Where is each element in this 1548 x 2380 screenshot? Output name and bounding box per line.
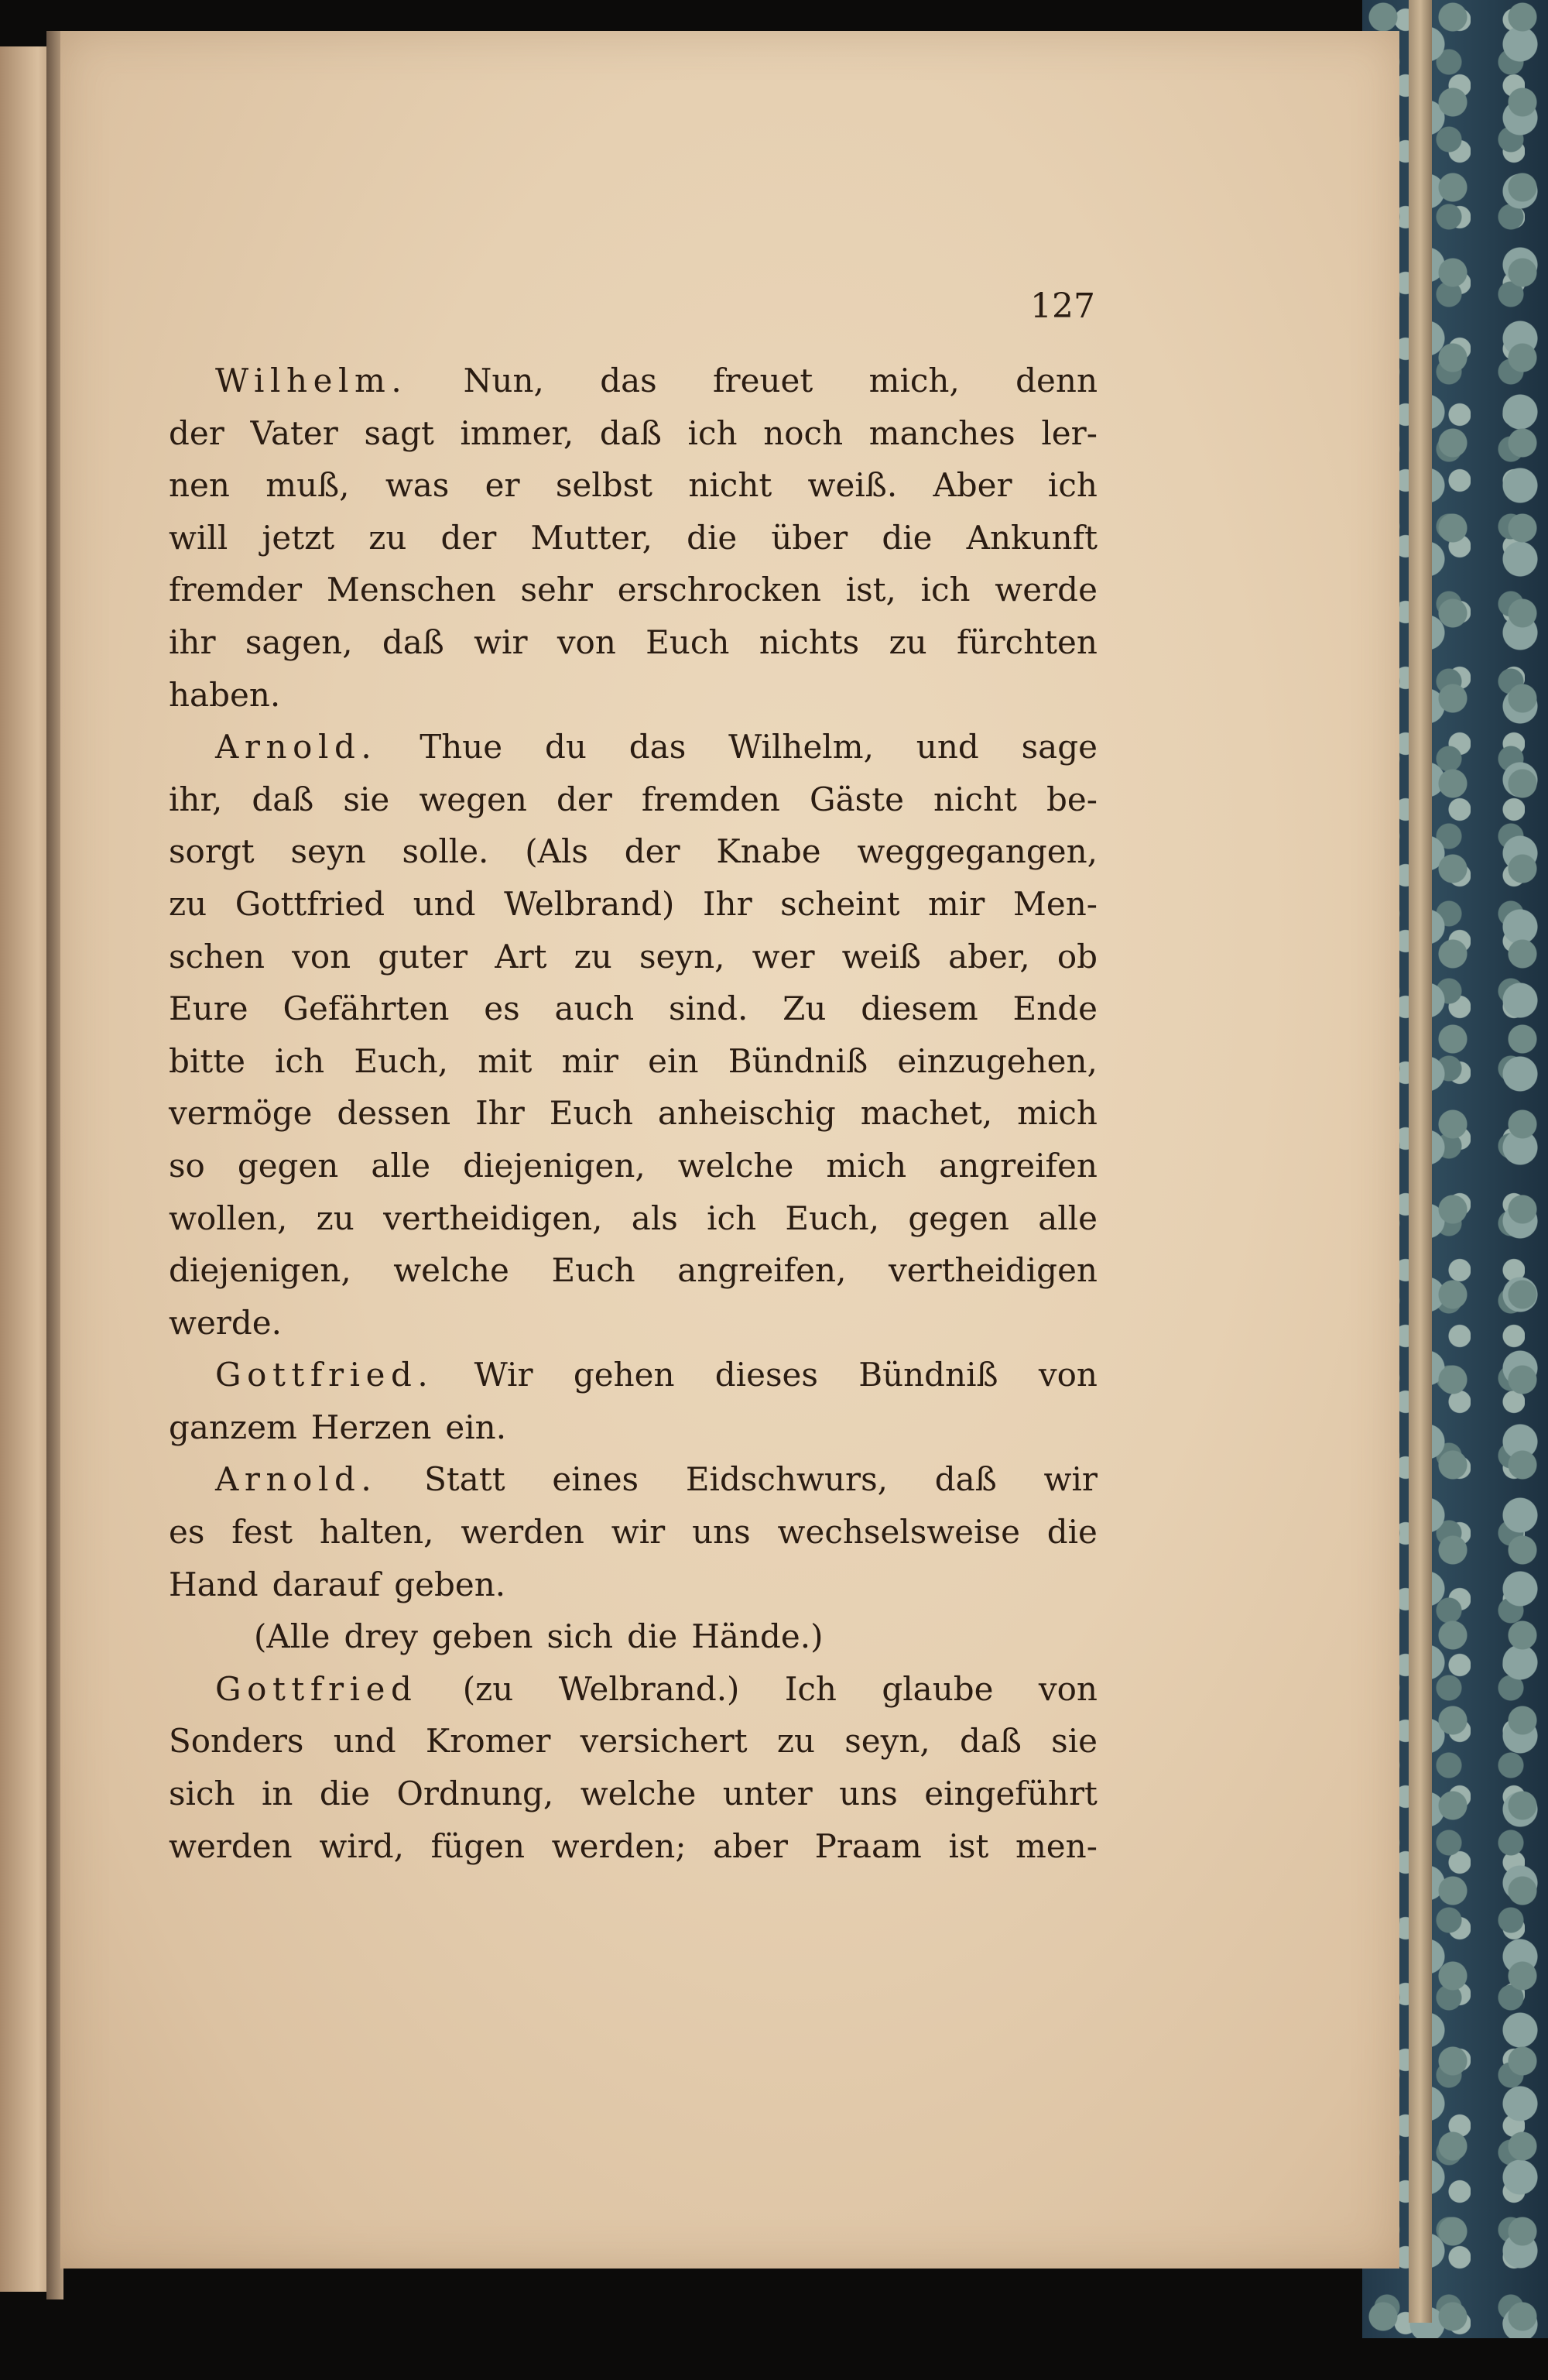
word: Sonders (169, 1722, 304, 1761)
word: Aber (933, 466, 1012, 505)
word: sage (1021, 728, 1098, 766)
text-line (169, 1349, 1098, 1401)
text-line (169, 1559, 1098, 1611)
text-line (169, 564, 1098, 616)
word: jetzt (262, 518, 335, 557)
word: wegen (419, 780, 527, 818)
word: (Als (525, 832, 588, 871)
word: immer, (460, 413, 574, 452)
word: der (556, 780, 612, 818)
word: Praam (814, 1826, 922, 1865)
text-line (169, 1663, 1098, 1716)
word: be- (1046, 780, 1098, 818)
word: zu (574, 937, 612, 976)
text-line (169, 616, 1098, 669)
page-text (169, 355, 1098, 1872)
text-line (169, 669, 1098, 722)
word: Euch (646, 622, 730, 661)
word: Gottfried (235, 884, 385, 923)
word: Euch (549, 1094, 633, 1133)
word: uns (839, 1775, 898, 1813)
word: welche (677, 1146, 794, 1185)
word: seyn, (639, 937, 725, 976)
word: daß (934, 1460, 997, 1499)
word: wird, (319, 1826, 405, 1865)
word: Ihr (475, 1094, 525, 1133)
word: Hand (169, 1565, 259, 1603)
word: zu (889, 622, 927, 661)
word: Vater (250, 413, 338, 452)
word: einzugehen, (897, 1041, 1098, 1080)
word: erschrocken (617, 571, 821, 609)
word: sagen, (245, 622, 353, 661)
text-line (169, 1453, 1098, 1506)
word: Nun, (463, 362, 544, 400)
word: die (627, 1617, 678, 1656)
text-line (169, 931, 1098, 983)
word: fügen (430, 1826, 526, 1865)
word: ist, (845, 571, 896, 609)
word: eingeführt (924, 1775, 1098, 1813)
word: der (440, 518, 497, 557)
text-line (169, 1820, 1098, 1873)
word: Ordnung, (396, 1775, 554, 1813)
word: das (600, 362, 657, 400)
word: manches (868, 413, 1015, 452)
word: anheischig (657, 1094, 836, 1133)
word: zu (368, 518, 407, 557)
word: vertheidigen (888, 1251, 1098, 1290)
word: weiß. (807, 466, 898, 505)
word: werde. (169, 1303, 282, 1342)
word: daß (959, 1722, 1022, 1761)
word: daß (252, 780, 314, 818)
word: sich (169, 1775, 235, 1813)
word: von (1038, 1669, 1098, 1708)
word: haben. (169, 675, 281, 714)
word: dieses (714, 1356, 818, 1394)
word: wechselsweise (777, 1513, 1020, 1552)
text-line (169, 512, 1098, 564)
word: Wir (474, 1356, 533, 1394)
word: zu (316, 1199, 354, 1237)
word: wir (474, 622, 528, 661)
word: das (628, 728, 687, 766)
word: welche (393, 1251, 509, 1290)
word: ler- (1041, 413, 1098, 452)
word: zu (169, 884, 207, 923)
word: bitte (169, 1041, 245, 1080)
word: ihr, (169, 780, 223, 818)
word: wollen, (169, 1199, 288, 1237)
word: solle. (402, 832, 489, 871)
word: diejenigen, (463, 1146, 646, 1185)
word: geben (431, 1617, 533, 1656)
word: vertheidigen, (383, 1199, 603, 1237)
word: alle (371, 1146, 431, 1185)
word: dessen (337, 1094, 451, 1133)
text-line (169, 1715, 1098, 1768)
word: alle (1038, 1199, 1098, 1237)
word: Euch, (785, 1199, 880, 1237)
text-line (169, 1768, 1098, 1820)
word: mich (1017, 1094, 1098, 1133)
word: ich (275, 1041, 325, 1080)
word: seyn, (844, 1722, 930, 1761)
word: seyn (290, 832, 366, 871)
word: nicht (933, 780, 1017, 818)
word: ich (707, 1199, 757, 1237)
text-line (169, 1297, 1098, 1349)
word: gegen (908, 1199, 1009, 1237)
word: Bündniß (728, 1041, 868, 1080)
word: daß (382, 622, 444, 661)
word: sich (546, 1617, 614, 1656)
word: in (261, 1775, 293, 1813)
text-line (169, 1244, 1098, 1297)
word: ich (687, 413, 738, 452)
word: Ankunft (966, 518, 1098, 557)
word: will (169, 518, 228, 557)
word: geben. (394, 1565, 506, 1603)
word: Kromer (425, 1722, 551, 1761)
word: auch (554, 989, 635, 1028)
word: Euch, (354, 1041, 449, 1080)
text-line (169, 459, 1098, 512)
word: eines (552, 1460, 639, 1499)
word: ihr (169, 622, 216, 661)
word: und (333, 1722, 396, 1761)
word: werden (169, 1826, 293, 1865)
word: Art (495, 937, 547, 976)
word: Gäste (810, 780, 904, 818)
word: ob (1057, 937, 1098, 976)
word: scheint (780, 884, 900, 923)
word: Ich (784, 1669, 837, 1708)
word: unter (722, 1775, 813, 1813)
word: es (169, 1513, 205, 1552)
word: Zu (783, 989, 827, 1028)
word: gegen (237, 1146, 339, 1185)
word: Welbrand.) (558, 1669, 740, 1708)
word: guter (378, 937, 468, 976)
text-line (169, 773, 1098, 826)
word: von (292, 937, 351, 976)
word: die (687, 518, 738, 557)
word: Gefährten (283, 989, 450, 1028)
word: werden (461, 1513, 584, 1552)
page-number: 127 (1030, 286, 1095, 326)
word: versichert (580, 1722, 748, 1761)
word: fremder (169, 571, 303, 609)
text-line (169, 355, 1098, 407)
word: sie (343, 780, 390, 818)
word: fürchten (956, 622, 1098, 661)
word: angreifen (939, 1146, 1098, 1185)
text-line (169, 407, 1098, 460)
word: daß (599, 413, 662, 452)
text-line (169, 825, 1098, 878)
word: weggegangen, (857, 832, 1098, 871)
speaker-name: Arnold. (215, 1460, 378, 1499)
speaker-name: Wilhelm. (215, 362, 408, 400)
text-line (169, 1035, 1098, 1088)
word: (zu (462, 1669, 514, 1708)
word: sorgt (169, 832, 255, 871)
word: sagt (364, 413, 434, 452)
word: uns (692, 1513, 751, 1552)
text-line (169, 1087, 1098, 1140)
word: angreifen, (677, 1251, 847, 1290)
word: vermöge (169, 1094, 313, 1133)
word: er (485, 466, 520, 505)
word: als (631, 1199, 678, 1237)
word: die (1046, 1513, 1098, 1552)
word: ist (948, 1826, 989, 1865)
word: aber, (948, 937, 1030, 976)
word: Thue (420, 728, 503, 766)
text-line (169, 721, 1098, 773)
word: Knabe (716, 832, 821, 871)
word: Wilhelm, (728, 728, 874, 766)
text-line (169, 878, 1098, 931)
word: aber (713, 1826, 788, 1865)
word: Menschen (326, 571, 496, 609)
word: mit (478, 1041, 533, 1080)
text-line (169, 1610, 1098, 1663)
text-line (169, 1401, 1098, 1454)
word: mich (826, 1146, 907, 1185)
word: (Alle (254, 1617, 330, 1656)
word: Ende (1012, 989, 1098, 1028)
word: gehen (573, 1356, 675, 1394)
word: mir (561, 1041, 618, 1080)
word: und (413, 884, 476, 923)
word: Eidschwurs, (685, 1460, 888, 1499)
word: ich (1047, 466, 1098, 505)
speaker-name: Gottfried (215, 1669, 418, 1708)
word: mir (928, 884, 985, 923)
page-stack-edge (1409, 0, 1432, 2323)
speaker-name: Arnold. (215, 728, 378, 766)
word: ein (648, 1041, 699, 1080)
word: Statt (424, 1460, 505, 1499)
word: und (916, 728, 979, 766)
word: der (169, 413, 224, 452)
word: machet, (860, 1094, 993, 1133)
word: sind. (669, 989, 748, 1028)
word: Hände.) (691, 1617, 824, 1656)
word: wer (752, 937, 815, 976)
word: die (319, 1775, 371, 1813)
word: fremden (641, 780, 780, 818)
word: es (484, 989, 520, 1028)
word: drey (344, 1617, 418, 1656)
word: was (385, 466, 450, 505)
word: von (1038, 1356, 1098, 1394)
word: Eure (169, 989, 248, 1028)
word: fest (231, 1513, 293, 1552)
word: schen (169, 937, 265, 976)
word: sehr (520, 571, 593, 609)
word: Bündniß (858, 1356, 998, 1394)
word: zu (776, 1722, 816, 1761)
word: halten, (319, 1513, 434, 1552)
word: Euch (551, 1251, 635, 1290)
word: welche (580, 1775, 697, 1813)
word: freuet (713, 362, 813, 400)
word: weiß (841, 937, 921, 976)
word: Herzen (310, 1408, 432, 1446)
word: werden; (551, 1826, 687, 1865)
word: darauf (272, 1565, 381, 1603)
word: diejenigen, (169, 1251, 351, 1290)
word: sie (1051, 1722, 1098, 1761)
word: denn (1015, 362, 1098, 400)
word: ich (920, 571, 971, 609)
word: der (624, 832, 680, 871)
word: über (771, 518, 848, 557)
word: men- (1015, 1826, 1098, 1865)
word: selbst (555, 466, 653, 505)
text-line (169, 1506, 1098, 1559)
word: von (557, 622, 616, 661)
word: nichts (759, 622, 860, 661)
word: ganzem (169, 1408, 297, 1446)
speaker-name: Gottfried. (215, 1356, 434, 1394)
word: wir (1043, 1460, 1098, 1499)
word: muß, (265, 466, 350, 505)
word: die (882, 518, 933, 557)
word: wir (611, 1513, 666, 1552)
word: diesem (861, 989, 978, 1028)
word: nen (169, 466, 230, 505)
word: mich, (868, 362, 960, 400)
word: Mutter, (530, 518, 652, 557)
word: werde (995, 571, 1098, 609)
text-line (169, 1140, 1098, 1192)
word: du (545, 728, 587, 766)
word: nicht (688, 466, 772, 505)
word: ein. (445, 1408, 507, 1446)
word: so (169, 1146, 205, 1185)
word: glaube (882, 1669, 994, 1708)
word: Men- (1012, 884, 1098, 923)
text-line (169, 983, 1098, 1035)
word: noch (763, 413, 844, 452)
word: Ihr (702, 884, 752, 923)
text-line (169, 1192, 1098, 1245)
word: Welbrand) (504, 884, 675, 923)
